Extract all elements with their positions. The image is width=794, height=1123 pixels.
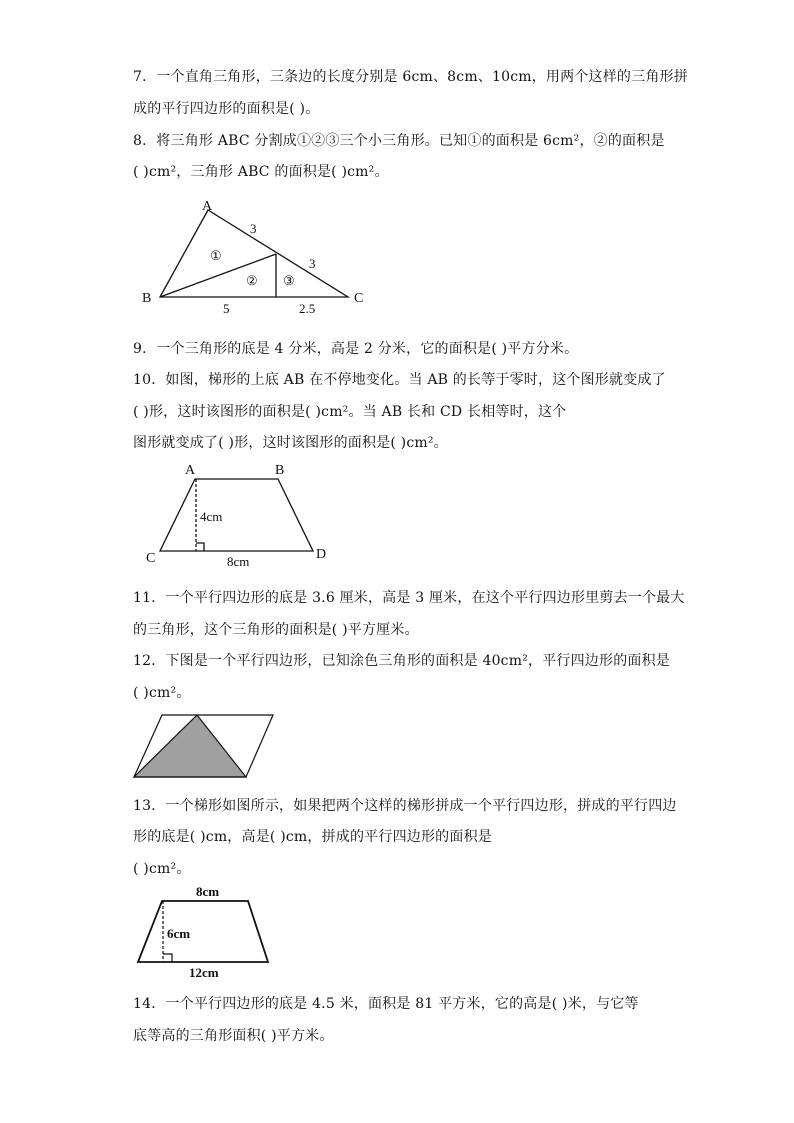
q12-line1: 12．下图是一个平行四边形，已知涂色三角形的面积是 40cm²，平行四边形的面积是 [133,653,671,669]
label-len-b1: 5 [223,301,230,316]
trapezoid [138,901,268,962]
q14-line1: 14．一个平行四边形的底是 4.5 米，面积是 81 平方米，它的高是( )米，与它等 [133,996,639,1012]
q13-line3: ( )cm²。 [133,861,191,877]
label-len-b2: 2.5 [299,301,316,316]
q11-line1: 11．一个平行四边形的底是 3.6 厘米，高是 3 厘米，在这个平行四边形里剪去一个最大 [133,590,685,606]
label-d: D [316,547,327,562]
label-len-right: 3 [309,256,316,271]
q13-line2: 形的底是( )cm，高是( )cm，拼成的平行四边形的面积是 [133,829,492,845]
label-c: C [146,551,156,566]
q10-line2: ( )形，这时该图形的面积是( )cm²。当 AB 长和 CD 长相等时，这个 [133,404,567,420]
label-b: B [142,291,152,306]
right-angle-mark [163,954,172,962]
label-c: C [354,291,364,306]
q11-line2: 的三角形，这个三角形的面积是( )平方厘米。 [133,622,419,638]
q12-line2: ( )cm²。 [133,685,191,701]
q7-line1: 7．一个直角三角形，三条边的长度分别是 6cm、8cm、10cm，用两个这样的三角形拼 [133,69,688,85]
label-height: 4cm [200,509,223,524]
q8-line1: 8．将三角形 ABC 分割成①②③三个小三角形。已知①的面积是 6cm²，②的面积是 [133,133,665,149]
label-height: 6cm [167,926,191,941]
q10-line1: 10．如图，梯形的上底 AB 在不停地变化。当 AB 的长等于零时，这个图形就变成了 [133,372,666,388]
label-bottom: 12cm [189,965,219,980]
label-a: A [202,199,213,214]
q9-line1: 9．一个三角形的底是 4 分米，高是 2 分米，它的面积是( )平方分米。 [133,341,579,357]
label-region-1: ① [210,248,222,263]
label-b: B [275,463,285,478]
q13-line1: 13．一个梯形如图所示，如果把两个这样的梯形拼成一个平行四边形，拼成的平行四边 [133,798,677,814]
q10-line3: 图形就变成了( )形，这时该图形的面积是( )cm²。 [133,435,448,451]
label-top: 8cm [196,884,220,899]
q8-line2: ( )cm²，三角形 ABC 的面积是( )cm²。 [133,164,389,180]
label-a: A [185,463,196,478]
label-region-2: ② [246,273,258,288]
label-region-3: ③ [283,273,295,288]
label-base: 8cm [227,554,250,569]
label-len-top: 3 [250,221,257,236]
q7-line2: 成的平行四边形的面积是( )。 [133,101,320,117]
q14-line2: 底等高的三角形面积( )平方米。 [133,1028,334,1044]
